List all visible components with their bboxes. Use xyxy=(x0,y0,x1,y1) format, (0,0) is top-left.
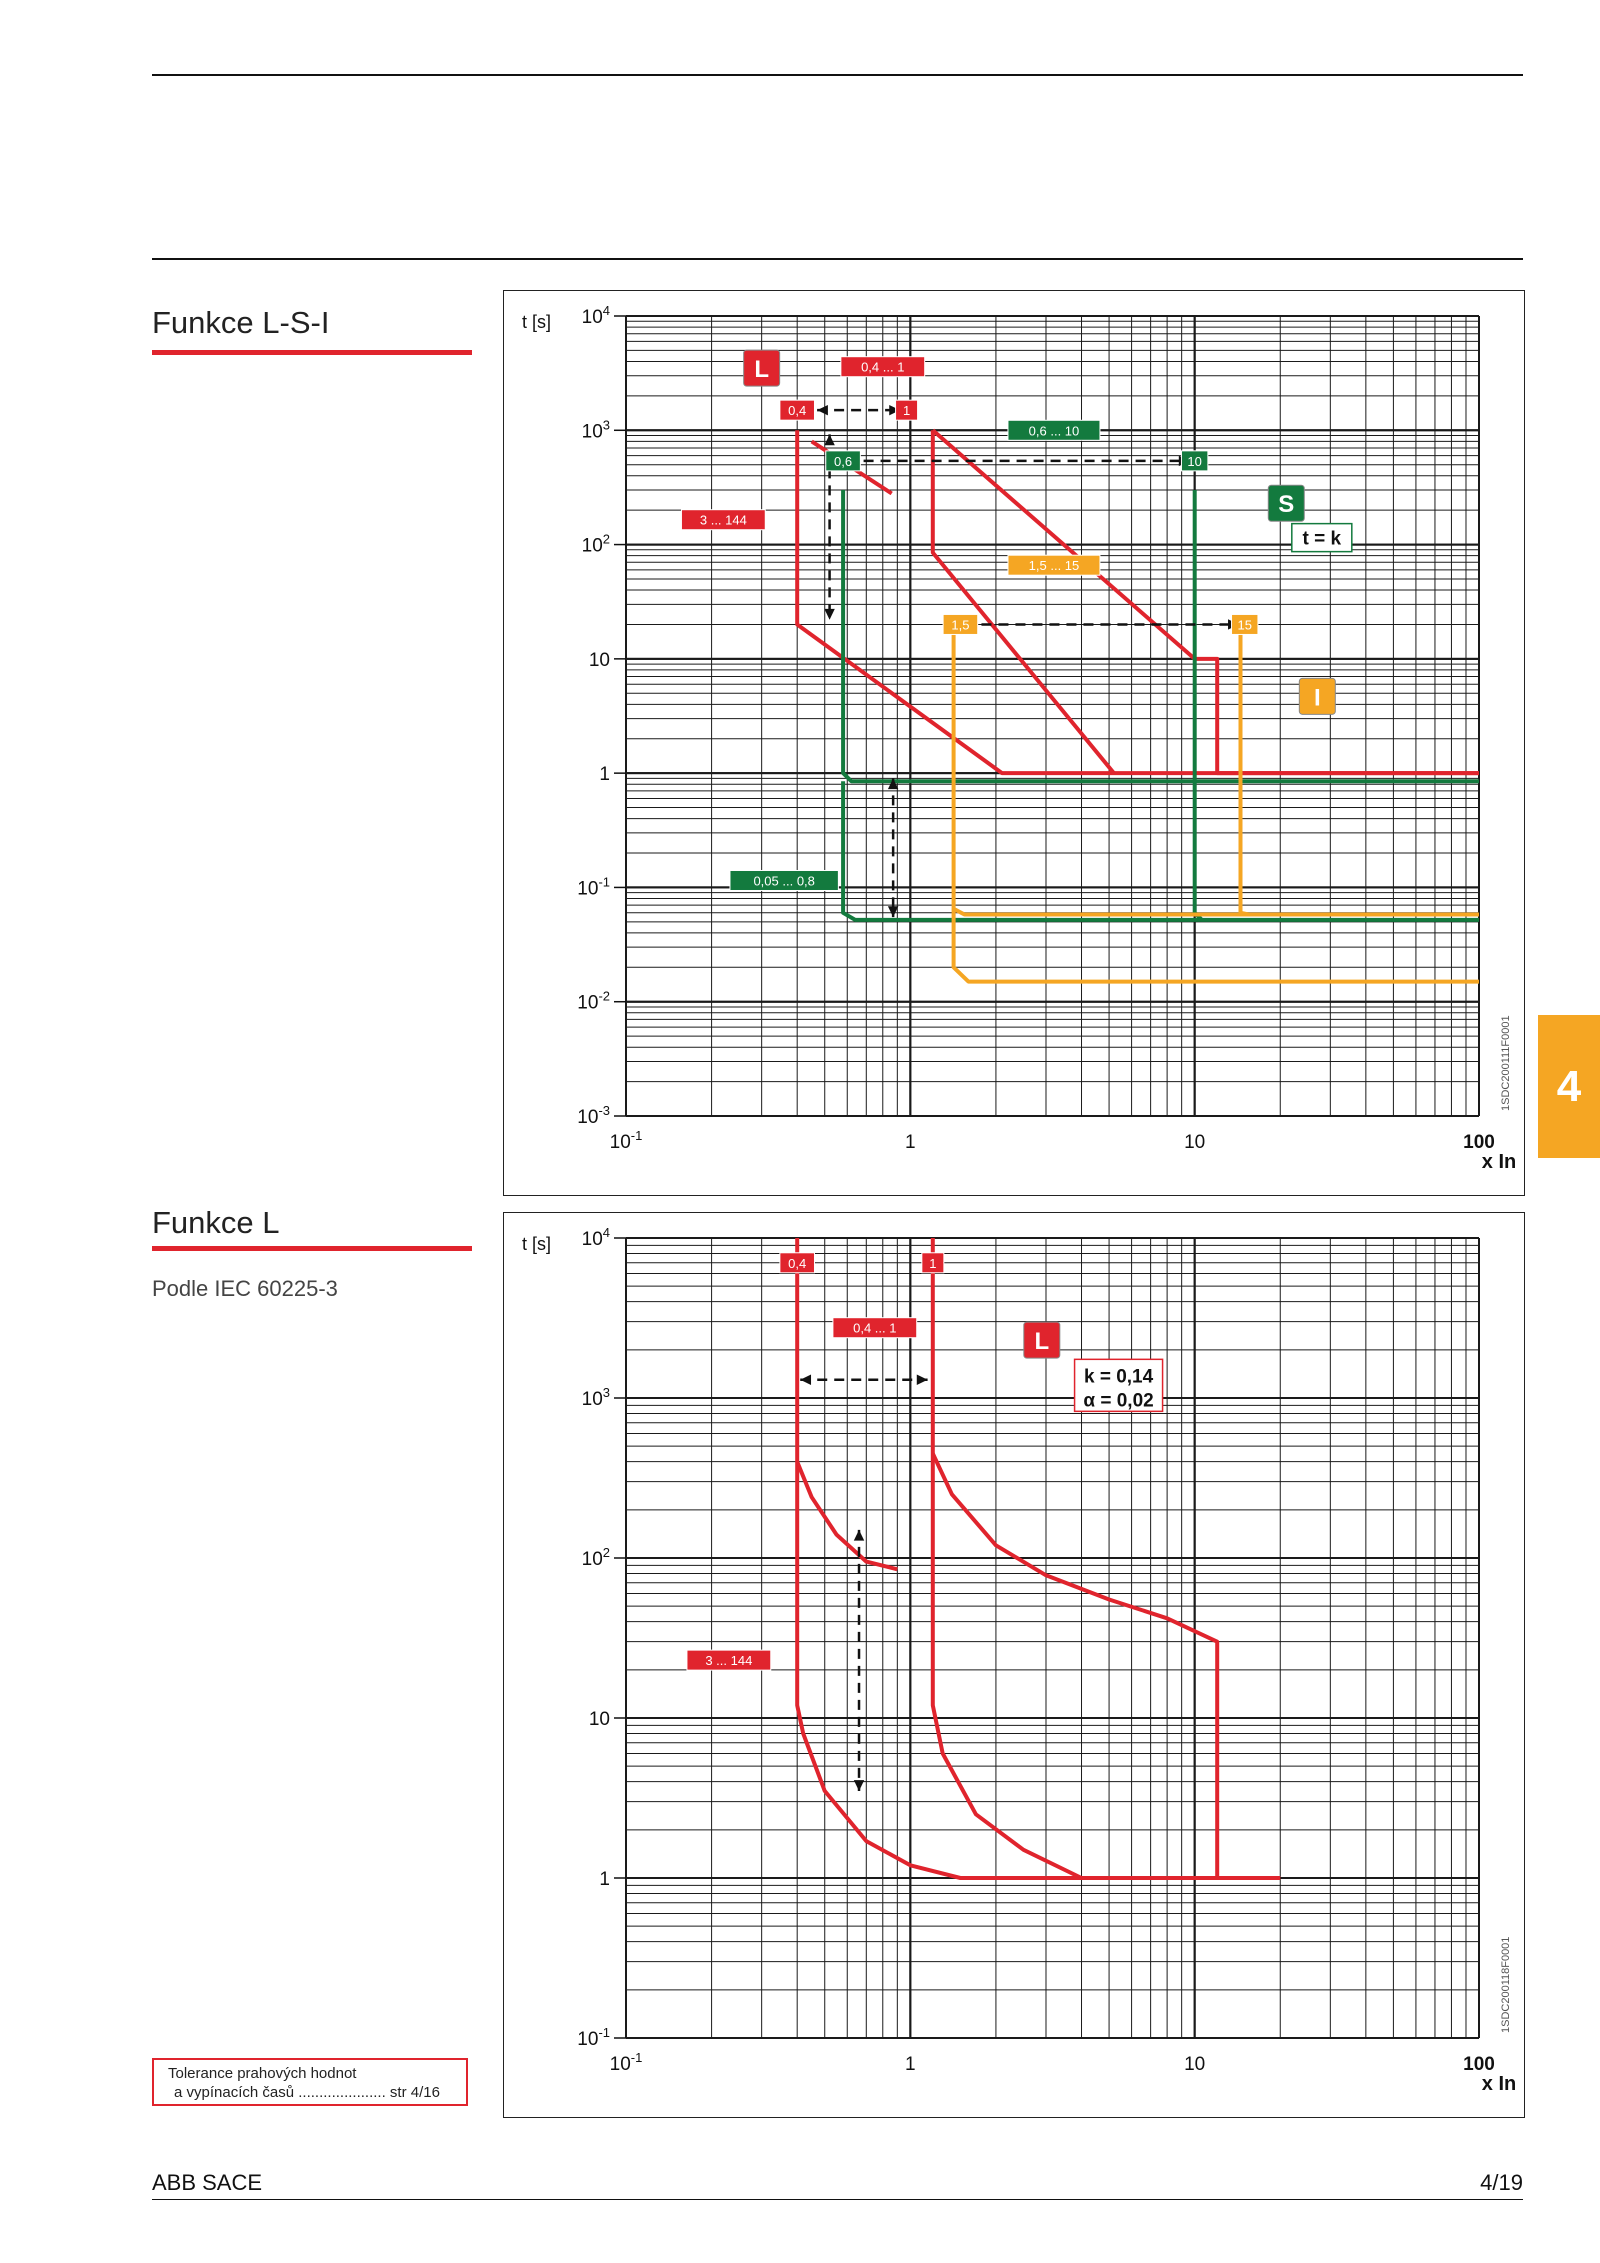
value-label-text: 1 xyxy=(902,403,911,419)
formula-text-alpha: α = 0,02 xyxy=(1083,1390,1154,1412)
arrow-head xyxy=(888,906,898,917)
top-rule-2 xyxy=(152,258,1523,260)
y-tick-label: $10^3$ xyxy=(581,417,610,443)
chart-lsi xyxy=(504,291,1524,1195)
chart-lsi-frame xyxy=(503,290,1525,1196)
x-tick-label: 10 xyxy=(1184,2054,1206,2075)
x-tick-label: 100 xyxy=(1463,1132,1495,1153)
value-label-text: 0,6 ... 10 xyxy=(1028,423,1080,439)
tolerance-line-1: Tolerance prahových hodnot xyxy=(168,2065,357,2082)
function-badge-text: I xyxy=(1313,684,1321,712)
section-subtitle-l: Podle IEC 60225-3 xyxy=(152,1276,338,1301)
top-rule-1 xyxy=(152,74,1523,76)
chapter-tab[interactable]: 4 xyxy=(1538,1015,1600,1158)
chart-arrows xyxy=(817,405,1239,917)
series-line xyxy=(843,781,1479,920)
y-tick-label: $10^{-2}$ xyxy=(577,988,610,1014)
y-tick-label: $10^{-1}$ xyxy=(577,2025,610,2050)
x-tick-label: 10 xyxy=(1184,1132,1206,1153)
section-title-lsi: Funkce L-S-I xyxy=(152,305,330,340)
series-line xyxy=(933,430,1114,773)
value-label xyxy=(687,1650,771,1670)
function-badge-text: L xyxy=(754,356,769,384)
value-label-text: 1 xyxy=(929,1255,937,1271)
page-number: 4/19 xyxy=(1480,2170,1523,2195)
chart-l xyxy=(504,1213,1524,2117)
value-label-text: 0,4 xyxy=(788,403,807,419)
y-tick-label: $10^4$ xyxy=(581,303,610,328)
figure-code: 1SDC200111F0001 xyxy=(1500,1015,1512,1111)
value-label-text: 0,4 xyxy=(788,1255,807,1271)
value-label-text: 0,05 ... 0,8 xyxy=(753,873,815,889)
section-title-l: Funkce L xyxy=(152,1205,280,1240)
formula-annotation xyxy=(1075,1359,1163,1411)
function-badge-text: L xyxy=(1034,1328,1050,1356)
y-tick-label: 10 xyxy=(588,1709,610,1730)
function-badge-text: S xyxy=(1278,491,1295,519)
y-tick-label: $10^4$ xyxy=(581,1225,610,1250)
value-label xyxy=(841,357,925,377)
figure-code: 1SDC200118F0001 xyxy=(1500,1936,1512,2033)
y-tick-label: $10^{-1}$ xyxy=(577,874,610,900)
arrow-head xyxy=(824,609,834,620)
function-badge xyxy=(744,350,780,386)
x-tick-label: $10^{-1}$ xyxy=(609,1128,643,1153)
value-label xyxy=(1181,451,1207,471)
chart-l-frame xyxy=(503,1212,1525,2118)
arrow-head xyxy=(824,434,834,445)
formula-text: t = k xyxy=(1302,528,1342,550)
y-tick-label: $10^{-3}$ xyxy=(577,1103,610,1128)
y-tick-label: $10^2$ xyxy=(581,531,610,557)
series-line xyxy=(843,490,1479,781)
tolerance-line-2: a vypínacích časů ..................... str 4/16 xyxy=(174,2084,440,2101)
value-label-text: 10 xyxy=(1187,453,1202,469)
value-label xyxy=(780,1253,815,1273)
y-tick-label: $10^3$ xyxy=(581,1385,610,1410)
function-badge xyxy=(1299,678,1335,714)
value-label xyxy=(1232,614,1258,634)
y-axis-label: t [s] xyxy=(522,312,552,332)
x-tick-label: $10^{-1}$ xyxy=(609,2050,643,2075)
x-axis-label: x In xyxy=(1481,1151,1517,1173)
formula-annotation xyxy=(1292,524,1352,552)
value-label xyxy=(681,510,765,530)
arrow-head xyxy=(800,1375,811,1385)
series-line xyxy=(1241,625,1480,915)
y-tick-label: $10^2$ xyxy=(581,1545,610,1570)
function-badge xyxy=(1268,485,1304,521)
series-line xyxy=(933,430,1479,773)
value-label-text: 0,4 ... 1 xyxy=(853,1320,897,1336)
section-underline-lsi xyxy=(152,350,472,355)
value-label xyxy=(896,400,918,420)
section-underline-l xyxy=(152,1246,472,1251)
arrow-head xyxy=(917,1375,928,1385)
value-label-text: 0,4 ... 1 xyxy=(861,359,905,375)
value-label xyxy=(833,1318,917,1338)
footer-rule xyxy=(152,2199,1523,2200)
x-tick-label: 1 xyxy=(905,1132,916,1153)
value-label xyxy=(780,400,815,420)
value-label xyxy=(826,451,861,471)
y-axis-label: t [s] xyxy=(522,1234,552,1254)
footer-brand: ABB SACE xyxy=(152,2170,263,2195)
value-label xyxy=(922,1253,944,1273)
value-label-text: 3 ... 144 xyxy=(699,512,747,528)
series-line xyxy=(797,430,1479,773)
x-axis-label: x In xyxy=(1481,2073,1517,2095)
formula-text-k: k = 0,14 xyxy=(1083,1366,1154,1388)
x-tick-label: 1 xyxy=(905,2054,916,2075)
function-badge xyxy=(1024,1322,1060,1358)
series-line xyxy=(1195,490,1202,920)
arrow-head xyxy=(817,405,828,415)
value-label-text: 0,6 xyxy=(834,453,853,469)
y-tick-label: 1 xyxy=(599,764,610,786)
value-label xyxy=(1008,555,1100,575)
value-label xyxy=(943,614,978,634)
value-label-text: 3 ... 144 xyxy=(705,1653,753,1669)
value-label-text: 15 xyxy=(1237,617,1252,633)
x-tick-label: 100 xyxy=(1463,2054,1495,2075)
y-tick-label: 10 xyxy=(588,649,610,671)
arrow-head xyxy=(854,1530,864,1541)
value-label xyxy=(1008,420,1100,440)
value-label xyxy=(730,870,838,890)
value-label-text: 1,5 ... 15 xyxy=(1028,558,1080,574)
tolerance-reference[interactable] xyxy=(152,2058,468,2106)
value-label-text: 1,5 xyxy=(951,617,970,633)
arrow-head xyxy=(854,1780,864,1791)
y-tick-label: 1 xyxy=(599,1869,610,1890)
